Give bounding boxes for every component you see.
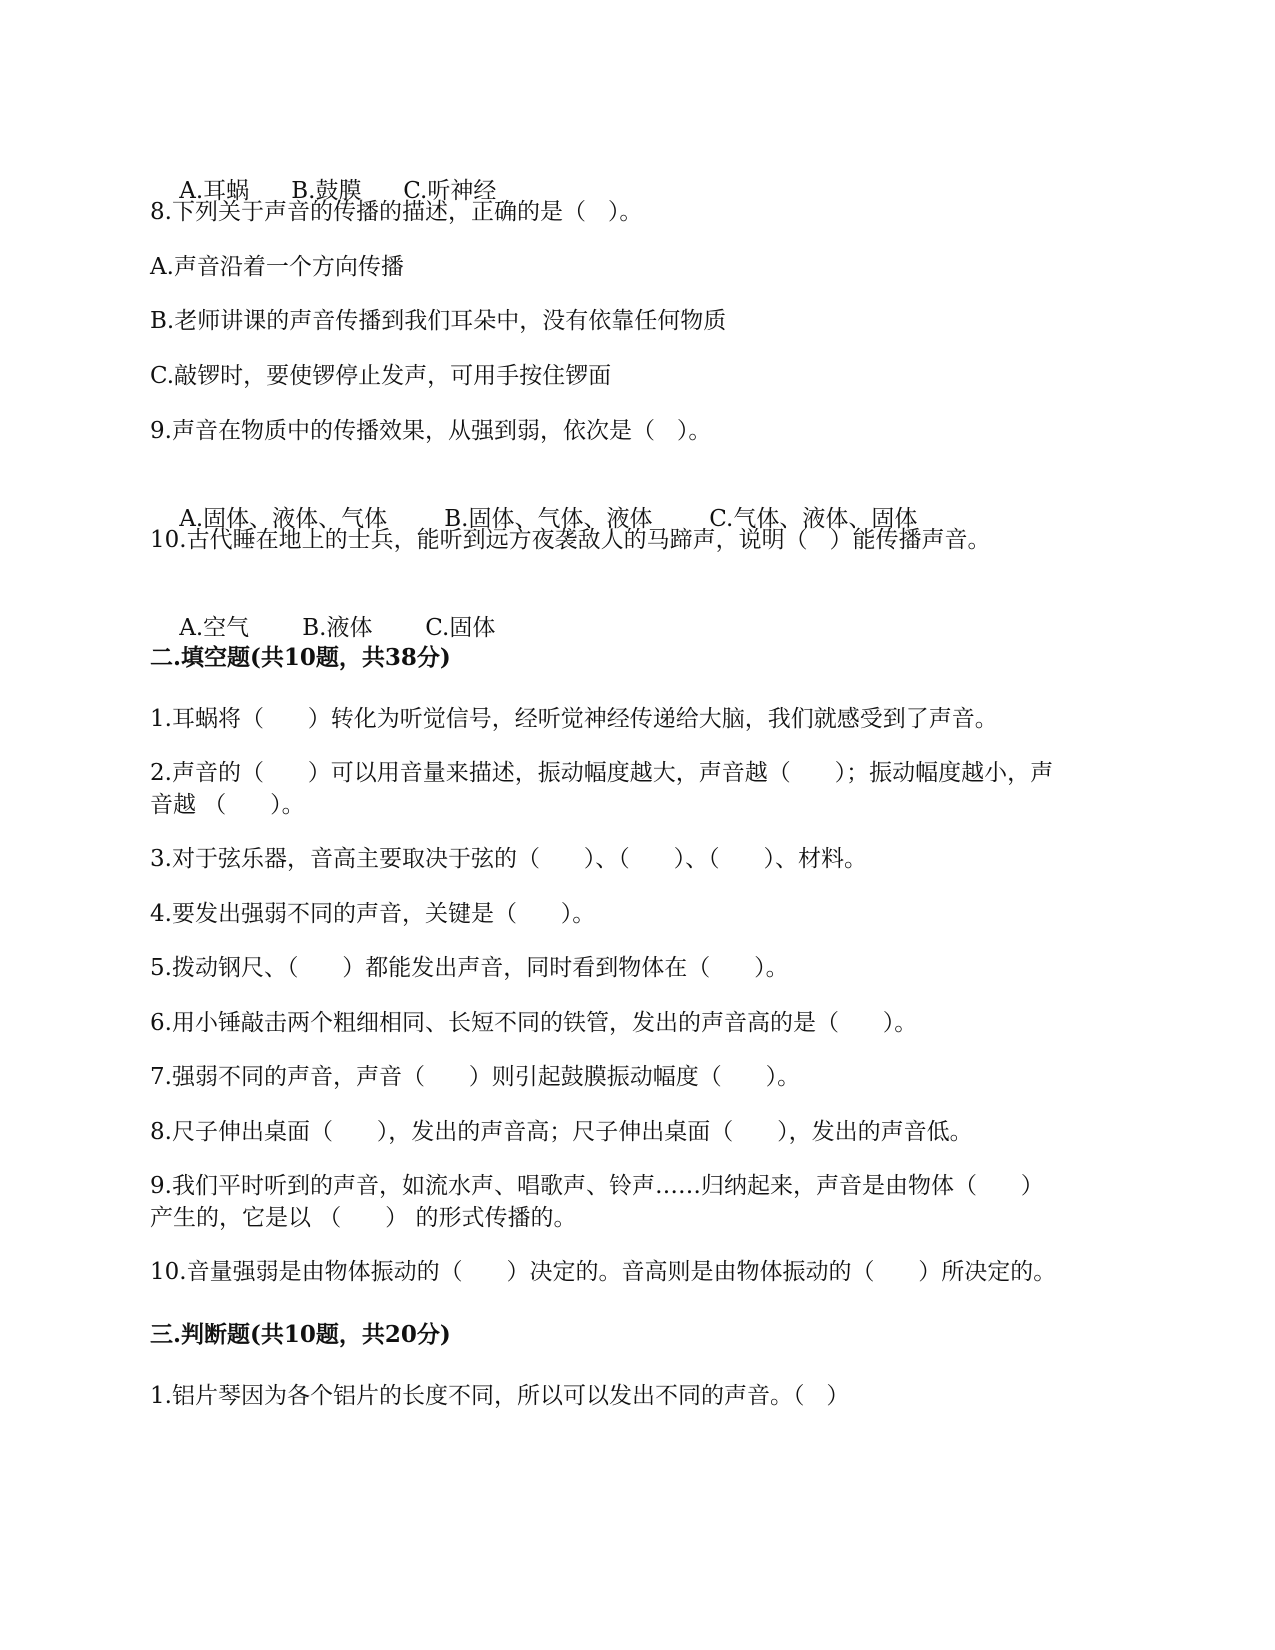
q9-stem: 9.声音在物质中的传播效果，从强到弱，依次是（ ）。: [150, 418, 712, 444]
q9-option-b: B.固体、气体、液体: [444, 506, 653, 532]
s2-item-3: 3.对于弦乐器，音高主要取决于弦的（ ）、（ ）、（ ）、材料。: [150, 846, 868, 872]
s2-item-4: 4.要发出强弱不同的声音，关键是（ ）。: [150, 901, 596, 927]
s2-item-5: 5.拨动钢尺、（ ）都能发出声音，同时看到物体在（ ）。: [150, 955, 789, 981]
s2-item-9-line2: 产生的，它是以 （ ） 的形式传播的。: [150, 1205, 577, 1231]
q8-stem: 8.下列关于声音的传播的描述，正确的是（ ）。: [150, 199, 643, 225]
q10-stem: 10.古代睡在地上的士兵，能听到远方夜袭敌人的马蹄声，说明（ ）能传播声音。: [150, 527, 991, 553]
s2-item-7: 7.强弱不同的声音，声音（ ）则引起鼓膜振动幅度（ ）。: [150, 1064, 801, 1090]
s2-item-8: 8.尺子伸出桌面（ ），发出的声音高；尺子伸出桌面（ ），发出的声音低。: [150, 1119, 973, 1145]
s2-item-6: 6.用小锤敲击两个粗细相同、长短不同的铁管，发出的声音高的是（ ）。: [150, 1010, 918, 1036]
q10-option-c: C.固体: [425, 615, 496, 641]
q8-option-b: B.老师讲课的声音传播到我们耳朵中，没有依靠任何物质: [150, 308, 727, 334]
q9-option-c: C.气体、液体、固体: [709, 506, 918, 532]
section2-title: 二.填空题(共10题，共38分): [150, 644, 451, 671]
s2-item-2-line2: 音越 （ ）。: [150, 792, 305, 818]
exam-page: [150, 0, 1130, 1650]
s2-item-2-line1: 2.声音的（ ）可以用音量来描述，振动幅度越大，声音越（ ）；振动幅度越小，声: [150, 760, 1054, 786]
s3-item-1: 1.铝片琴因为各个铝片的长度不同，所以可以发出不同的声音。（ ）: [150, 1383, 850, 1409]
s2-item-1: 1.耳蜗将（ ）转化为听觉信号，经听觉神经传递给大脑，我们就感受到了声音。: [150, 706, 998, 732]
q8-option-c: C.敲锣时，要使锣停止发声，可用手按住锣面: [150, 363, 612, 389]
s2-item-10: 10.音量强弱是由物体振动的（ ）决定的。音高则是由物体振动的（ ）所决定的。: [150, 1259, 1057, 1285]
q7-option-c: C.听神经: [403, 178, 497, 204]
q8-option-a: A.声音沿着一个方向传播: [150, 254, 404, 280]
q7-option-a: A.耳蜗: [179, 178, 250, 204]
q10-option-b: B.液体: [302, 615, 373, 641]
q7-option-b: B.鼓膜: [291, 178, 362, 204]
q10-option-a: A.空气: [179, 615, 250, 641]
q9-option-a: A.固体、液体、气体: [179, 506, 388, 532]
section3-title: 三.判断题(共10题，共20分): [150, 1321, 451, 1348]
s2-item-9-line1: 9.我们平时听到的声音，如流水声、唱歌声、铃声……归纳起来，声音是由物体（ ）: [150, 1173, 1044, 1199]
